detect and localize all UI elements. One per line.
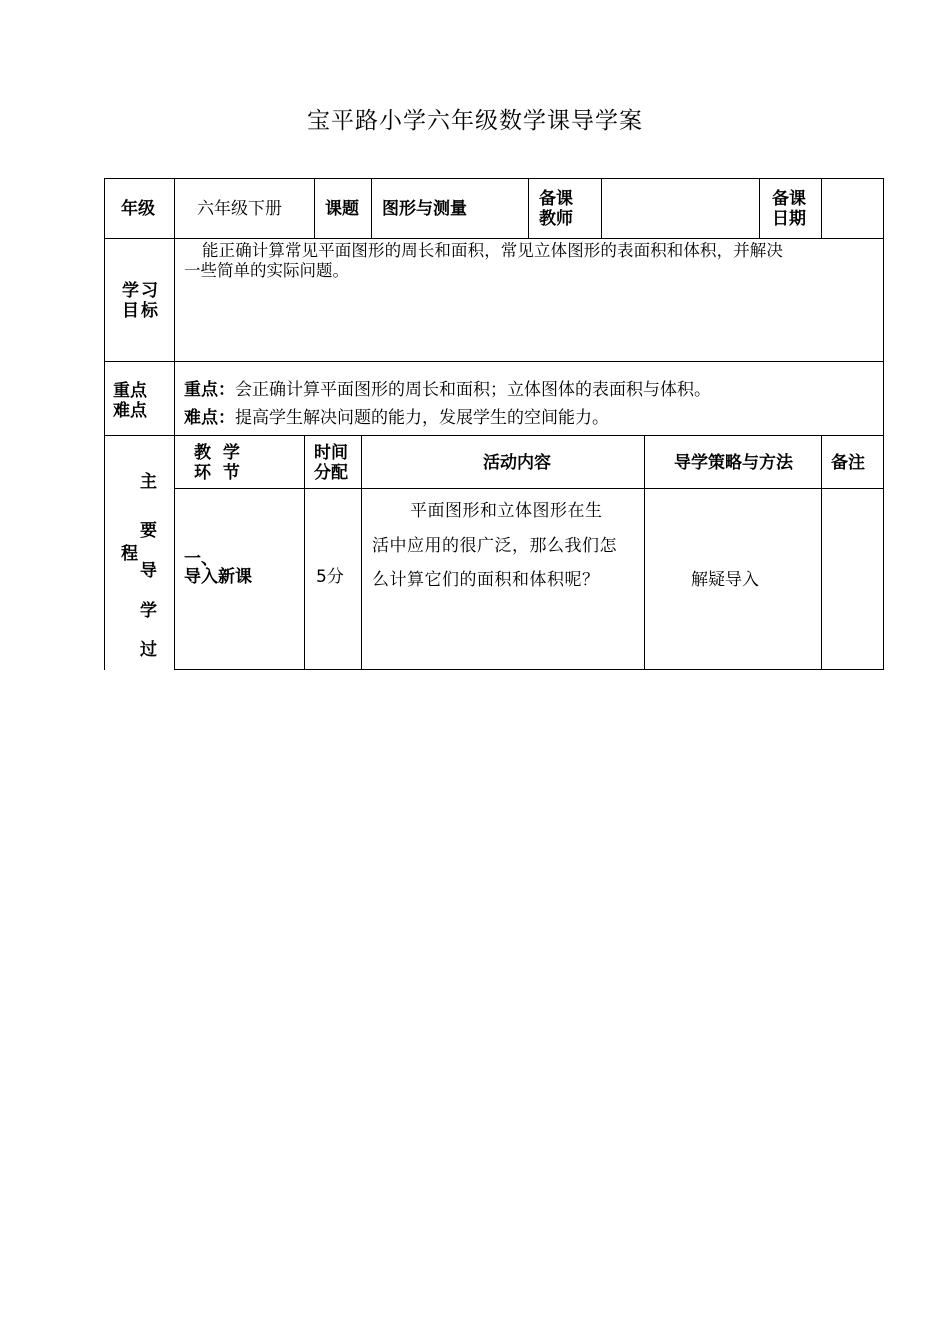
table-row-divider [174, 488, 884, 489]
table-col-divider [644, 435, 645, 670]
difficulty-line [184, 408, 609, 428]
activity-line: 活中应用的很广泛，那么我们怎 [372, 536, 617, 556]
time-header-line2: 分配 [314, 463, 348, 483]
process-side-char: 学 [140, 601, 157, 621]
stage-number: 一、 [184, 549, 218, 569]
table-col-divider [821, 178, 822, 239]
teacher-label-line1: 备课 [539, 189, 573, 209]
objectives-text-line1: 能正确计算常见平面图形的周长和面积，常见立体图形的表面积和体积，并解决 [202, 241, 783, 260]
difficulty-text: 提高学生解决问题的能力，发展学生的空间能力。 [235, 408, 609, 428]
focus-label: 重点： [184, 380, 235, 400]
process-side-char: 主 [140, 472, 157, 492]
table-row-divider [104, 435, 884, 436]
objectives-label-line2: 目标 [122, 301, 160, 321]
notes-header: 备注 [831, 453, 865, 473]
table-col-divider [304, 435, 305, 670]
table-border-bottom [174, 669, 884, 670]
time-header-line1: 时间 [314, 443, 348, 463]
strategy-text: 解疑导入 [691, 570, 759, 590]
focus-line [184, 380, 711, 400]
activity-header: 活动内容 [483, 453, 551, 473]
table-col-divider [601, 178, 602, 239]
grade-label: 年级 [121, 199, 155, 219]
difficulty-label: 难点： [184, 408, 235, 428]
strategy-header: 导学策略与方法 [674, 453, 793, 473]
focus-text: 会正确计算平面图形的周长和面积；立体图体的表面积与体积。 [235, 380, 711, 400]
table-row-divider [104, 361, 884, 362]
process-side-char: 过 [140, 640, 157, 660]
table-col-divider [759, 178, 760, 239]
table-row-divider [104, 238, 884, 239]
date-label-line1: 备课 [772, 189, 806, 209]
page-title: 宝平路小学六年级数学课导学案 [307, 108, 643, 134]
process-side-char: 导 [140, 561, 157, 581]
topic-label: 课题 [325, 199, 359, 219]
teacher-label-line2: 教师 [539, 209, 573, 229]
date-label-line2: 日期 [772, 209, 806, 229]
activity-line: 平面图形和立体图形在生 [410, 501, 603, 521]
stage-name: 导入新课 [184, 567, 252, 587]
stage-header-line2: 环 节 [194, 463, 240, 483]
process-side-char: 程 [121, 544, 138, 564]
grade-value: 六年级下册 [197, 199, 282, 219]
activity-line: 么计算它们的面积和体积呢？ [372, 570, 600, 590]
table-border-top [104, 178, 884, 179]
stage-header-line1: 教 学 [194, 443, 240, 463]
table-col-divider [314, 178, 315, 239]
table-border-left [104, 178, 105, 670]
process-side-char: 要 [140, 521, 157, 541]
table-col-divider [821, 435, 822, 670]
table-col-divider [528, 178, 529, 239]
topic-value: 图形与测量 [382, 199, 467, 219]
keypoints-label-line2: 难点 [113, 401, 147, 421]
table-col-divider [371, 178, 372, 239]
table-col-divider [174, 178, 175, 670]
stage-time: 5分 [316, 567, 344, 587]
table-border-right [883, 178, 884, 670]
objectives-label-line1: 学习 [122, 281, 160, 301]
keypoints-label-line1: 重点 [113, 381, 147, 401]
objectives-text-line2: 一些简单的实际问题。 [184, 261, 349, 280]
table-col-divider [361, 435, 362, 670]
